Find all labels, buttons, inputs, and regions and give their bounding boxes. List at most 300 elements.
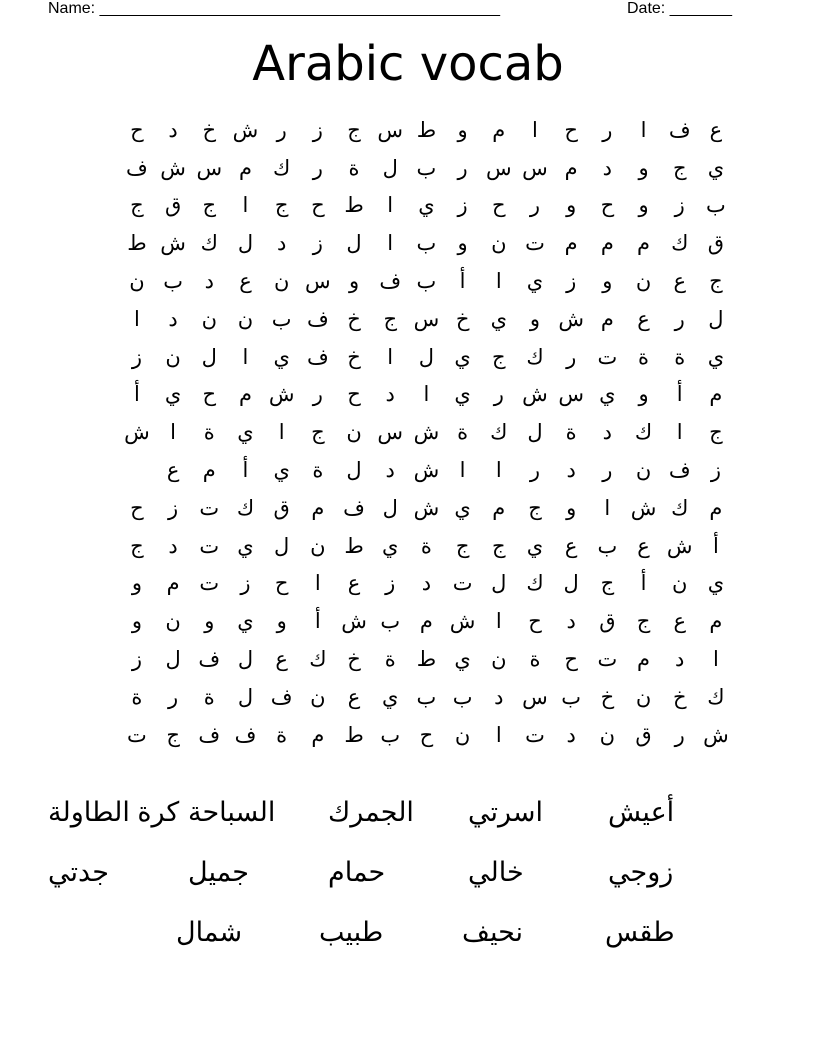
grid-letter: ن: [310, 534, 326, 558]
grid-letter: م: [166, 572, 180, 596]
grid-letter: ك: [634, 421, 653, 445]
grid-letter: ة: [420, 534, 432, 558]
grid-letter: ا: [459, 459, 466, 483]
grid-letter: ا: [242, 345, 249, 369]
grid-letter: ش: [558, 307, 584, 331]
grid-letter: ي: [273, 459, 290, 483]
grid-letter: ي: [707, 156, 725, 180]
grid-letter: ش: [160, 156, 186, 180]
grid-letter: ر: [602, 118, 613, 142]
grid-letter: س: [377, 421, 404, 445]
grid-letter: أ: [640, 572, 647, 596]
grid-letter: ي: [454, 345, 471, 369]
grid-letter: ن: [491, 232, 507, 256]
grid-letter: د: [385, 459, 395, 483]
grid-letter: د: [566, 459, 576, 483]
grid-letter: د: [276, 232, 287, 256]
grid-letter: ي: [382, 685, 399, 709]
grid-letter: ج: [636, 610, 651, 634]
grid-letter: ج: [492, 534, 506, 558]
grid-letter: ن: [346, 421, 362, 445]
grid-letter: خ: [455, 307, 470, 331]
word-bank-item: خالي: [468, 857, 524, 887]
grid-letter: ر: [529, 194, 541, 218]
grid-letter: ج: [274, 194, 289, 218]
grid-letter: ي: [273, 345, 290, 369]
grid-letter: د: [566, 723, 576, 747]
grid-letter: ع: [239, 270, 252, 294]
grid-letter: ي: [526, 534, 544, 558]
date-line: Date: _______: [627, 0, 732, 17]
grid-letter: ا: [387, 232, 394, 256]
grid-letter: ن: [273, 270, 290, 294]
grid-letter: ا: [387, 345, 394, 369]
grid-letter: ح: [311, 194, 325, 218]
grid-letter: س: [558, 383, 584, 407]
grid-letter: ن: [310, 685, 326, 709]
grid-letter: ح: [419, 723, 434, 747]
grid-letter: ر: [566, 345, 577, 369]
grid-letter: م: [419, 610, 433, 634]
grid-row: [82, 263, 734, 301]
grid-letter: ح: [528, 610, 542, 634]
grid-letter: ن: [672, 572, 688, 596]
grid-letter: ك: [671, 496, 689, 520]
grid-letter: م: [564, 232, 578, 256]
grid-letter: ف: [126, 156, 148, 180]
grid-letter: ا: [314, 572, 321, 596]
grid-letter: ق: [273, 496, 290, 520]
grid-letter: ا: [495, 459, 502, 483]
grid-letter: ح: [130, 118, 144, 142]
grid-letter: ك: [236, 496, 255, 520]
grid-letter: ي: [707, 345, 725, 369]
grid-letter: ع: [673, 270, 686, 294]
grid-letter: و: [566, 194, 577, 218]
grid-letter: ش: [522, 383, 548, 407]
grid-letter: س: [522, 156, 548, 180]
grid-letter: ت: [199, 496, 220, 520]
grid-letter: ل: [491, 572, 507, 596]
grid-letter: و: [638, 383, 649, 407]
grid-letter: و: [602, 270, 613, 294]
grid-letter: ج: [709, 421, 723, 445]
grid-letter: ك: [200, 232, 218, 256]
grid-letter: ش: [341, 610, 367, 634]
word-bank-row: [48, 842, 748, 902]
grid-letter: ج: [202, 194, 217, 218]
grid-letter: ا: [532, 118, 538, 142]
grid-letter: ق: [635, 723, 652, 747]
grid-letter: ة: [457, 421, 469, 445]
grid-letter: ز: [312, 232, 323, 256]
grid-letter: ب: [416, 685, 437, 709]
grid-letter: ي: [490, 307, 507, 331]
grid-letter: ح: [202, 383, 217, 407]
grid-letter: ج: [130, 194, 144, 218]
word-bank-item: زوجي: [608, 857, 674, 887]
grid-letter: ط: [127, 232, 147, 256]
grid-letter: ل: [382, 156, 398, 180]
grid-letter: د: [385, 383, 395, 407]
grid-letter: ب: [706, 194, 726, 218]
grid-letter: ل: [418, 345, 435, 369]
grid-letter: ش: [666, 534, 693, 558]
grid-letter: ا: [495, 610, 502, 634]
grid-letter: م: [709, 383, 723, 407]
grid-letter: ب: [561, 685, 582, 709]
grid-letter: أ: [314, 610, 321, 634]
grid-row: [82, 641, 734, 679]
grid-letter: ت: [597, 648, 618, 672]
grid-row: [82, 414, 734, 452]
grid-letter: ي: [526, 270, 544, 294]
grid-letter: م: [311, 496, 325, 520]
grid-letter: و: [348, 270, 360, 294]
grid-row: [82, 490, 734, 528]
grid-letter: م: [709, 496, 723, 520]
grid-letter: ش: [160, 232, 186, 256]
grid-letter: ح: [600, 194, 615, 218]
grid-letter: ز: [131, 345, 142, 369]
word-bank-item: كرة الطاولة: [48, 797, 180, 827]
grid-letter: أ: [242, 459, 249, 483]
grid-letter: ك: [309, 648, 327, 672]
grid-letter: ع: [637, 307, 650, 331]
grid-letter: ن: [165, 610, 181, 634]
grid-letter: ن: [201, 307, 217, 331]
grid-row: [82, 452, 734, 490]
grid-letter: ب: [416, 232, 437, 256]
grid-letter: ع: [564, 534, 578, 558]
grid-letter: ل: [563, 572, 579, 596]
grid-letter: ج: [347, 118, 361, 142]
grid-letter: ع: [347, 685, 361, 709]
grid-letter: ع: [637, 534, 650, 558]
grid-row: [82, 603, 734, 641]
grid-letter: ي: [707, 572, 725, 596]
word-search-grid: [82, 112, 734, 755]
grid-letter: ت: [525, 723, 545, 747]
grid-letter: ك: [526, 572, 544, 596]
grid-letter: ق: [599, 610, 616, 634]
grid-letter: ط: [416, 118, 437, 142]
grid-letter: س: [305, 270, 331, 294]
grid-letter: ر: [457, 156, 468, 180]
grid-letter: ن: [129, 270, 145, 294]
grid-letter: ب: [416, 156, 437, 180]
grid-letter: ة: [348, 156, 360, 180]
grid-letter: ش: [413, 459, 440, 483]
grid-letter: ف: [379, 270, 402, 294]
grid-letter: ت: [199, 534, 220, 558]
grid-letter: ة: [529, 648, 541, 672]
grid-letter: ك: [526, 345, 544, 369]
grid-letter: م: [202, 459, 216, 483]
grid-letter: ة: [203, 421, 215, 445]
grid-letter: م: [492, 118, 506, 142]
grid-letter: ش: [413, 421, 440, 445]
grid-letter: ع: [709, 118, 723, 142]
grid-letter: د: [168, 307, 178, 331]
grid-letter: س: [196, 156, 223, 180]
grid-letter: أ: [133, 383, 140, 407]
grid-letter: م: [709, 610, 723, 634]
grid-letter: ن: [237, 307, 254, 331]
grid-letter: ج: [528, 496, 542, 520]
grid-letter: د: [602, 156, 613, 180]
grid-letter: ف: [198, 648, 221, 672]
grid-row: [82, 377, 734, 415]
grid-letter: ة: [312, 459, 324, 483]
grid-letter: ل: [346, 232, 362, 256]
grid-letter: ن: [635, 685, 652, 709]
grid-letter: ي: [454, 648, 471, 672]
grid-letter: ب: [271, 307, 292, 331]
grid-letter: ز: [131, 648, 142, 672]
word-bank-item: الجمرك: [328, 797, 414, 827]
grid-letter: م: [637, 232, 651, 256]
grid-letter: ل: [708, 307, 724, 331]
grid-letter: ا: [604, 496, 611, 520]
grid-letter: ب: [380, 723, 401, 747]
grid-letter: ي: [454, 496, 471, 520]
grid-letter: ر: [312, 156, 323, 180]
grid-letter: ل: [274, 534, 290, 558]
grid-letter: ف: [668, 459, 691, 483]
grid-letter: ز: [240, 572, 251, 596]
grid-letter: ن: [491, 648, 507, 672]
grid-letter: ا: [676, 421, 683, 445]
word-bank-item: شمال: [176, 917, 243, 947]
grid-letter: ا: [495, 270, 502, 294]
grid-letter: م: [600, 232, 614, 256]
grid-letter: ج: [166, 723, 180, 747]
grid-letter: ش: [630, 496, 657, 520]
grid-letter: ب: [452, 685, 473, 709]
grid-letter: س: [485, 156, 512, 180]
grid-row: [82, 188, 734, 226]
grid-letter: ج: [492, 345, 506, 369]
grid-letter: ط: [344, 534, 364, 558]
grid-letter: د: [168, 118, 178, 142]
grid-letter: ش: [449, 610, 476, 634]
grid-letter: ش: [124, 421, 150, 445]
grid-letter: ا: [387, 194, 394, 218]
grid-letter: ف: [306, 307, 329, 331]
grid-letter: ح: [564, 118, 578, 142]
grid-letter: د: [421, 572, 432, 596]
grid-letter: أ: [459, 270, 466, 294]
grid-letter: ق: [707, 232, 725, 256]
grid-letter: ن: [635, 459, 652, 483]
grid-letter: ر: [674, 307, 685, 331]
grid-letter: ز: [312, 118, 323, 142]
grid-letter: م: [311, 723, 325, 747]
word-bank-item: أعيش: [608, 797, 675, 827]
grid-letter: ي: [599, 383, 616, 407]
grid-letter: ي: [164, 383, 182, 407]
grid-letter: ج: [455, 534, 470, 558]
grid-row: [82, 225, 734, 263]
word-bank-item: حمام: [328, 857, 386, 887]
grid-letter: ل: [237, 232, 254, 256]
word-bank-item: طقس: [605, 917, 675, 947]
grid-letter: ة: [638, 345, 650, 369]
grid-letter: و: [457, 232, 468, 256]
grid-letter: م: [564, 156, 578, 180]
grid-letter: ل: [165, 648, 181, 672]
grid-letter: ف: [668, 118, 691, 142]
grid-letter: و: [276, 610, 287, 634]
word-bank-item: جدتي: [48, 857, 109, 887]
grid-letter: ج: [130, 534, 144, 558]
word-bank-row: [48, 782, 748, 842]
grid-letter: ش: [268, 383, 295, 407]
grid-letter: و: [457, 118, 468, 142]
grid-letter: س: [413, 307, 440, 331]
grid-letter: ت: [127, 723, 147, 747]
grid-letter: ا: [640, 118, 647, 142]
grid-letter: م: [238, 383, 252, 407]
grid-letter: ش: [703, 723, 729, 747]
grid-letter: ط: [416, 648, 437, 672]
grid-letter: و: [566, 496, 577, 520]
grid-letter: و: [529, 307, 541, 331]
word-bank-item: السباحة: [188, 797, 276, 827]
grid-letter: ف: [306, 345, 329, 369]
grid-letter: ا: [170, 421, 177, 445]
grid-letter: ع: [275, 648, 288, 672]
grid-letter: و: [204, 610, 215, 634]
grid-letter: خ: [347, 648, 361, 672]
grid-letter: ل: [346, 459, 362, 483]
grid-letter: ي: [237, 610, 254, 634]
grid-letter: ت: [199, 572, 220, 596]
grid-letter: ز: [168, 496, 179, 520]
word-bank-item: جميل: [188, 857, 249, 887]
grid-letter: ا: [495, 723, 502, 747]
grid-letter: ط: [344, 723, 364, 747]
grid-letter: د: [204, 270, 214, 294]
grid-letter: ش: [232, 118, 259, 142]
page-title: Arabic vocab: [252, 36, 564, 92]
grid-letter: ز: [385, 572, 396, 596]
grid-letter: د: [566, 610, 576, 634]
grid-letter: ر: [674, 723, 685, 747]
grid-letter: ة: [203, 685, 215, 709]
grid-letter: د: [168, 534, 178, 558]
grid-letter: ق: [164, 194, 182, 218]
grid-letter: ز: [566, 270, 577, 294]
grid-letter: ز: [710, 459, 721, 483]
grid-letter: م: [600, 307, 614, 331]
grid-letter: ل: [382, 496, 398, 520]
grid-letter: ج: [311, 421, 325, 445]
grid-letter: ح: [564, 648, 578, 672]
grid-letter: ح: [130, 496, 144, 520]
grid-letter: خ: [672, 685, 687, 709]
word-bank-item: نحيف: [462, 917, 524, 947]
grid-letter: ر: [276, 118, 287, 142]
grid-letter: ف: [198, 723, 221, 747]
grid-letter: ن: [165, 345, 181, 369]
grid-letter: ك: [707, 685, 725, 709]
grid-letter: و: [131, 610, 142, 634]
grid-letter: ر: [529, 459, 541, 483]
grid-row: [82, 528, 734, 566]
grid-letter: ي: [382, 534, 399, 558]
grid-letter: ج: [383, 307, 397, 331]
grid-letter: د: [602, 421, 613, 445]
grid-letter: ك: [671, 232, 689, 256]
grid-letter: ح: [347, 383, 361, 407]
grid-row: [82, 150, 734, 188]
grid-letter: ر: [168, 685, 179, 709]
grid-letter: ف: [343, 496, 365, 520]
grid-letter: خ: [202, 118, 217, 142]
word-bank-item: طبيب: [319, 917, 384, 947]
grid-row: [82, 339, 734, 377]
grid-letter: ط: [344, 194, 364, 218]
grid-letter: ز: [457, 194, 468, 218]
grid-letter: أ: [712, 534, 719, 558]
grid-letter: ب: [380, 610, 401, 634]
grid-letter: ر: [312, 383, 323, 407]
grid-letter: ب: [416, 270, 437, 294]
grid-row: [82, 566, 734, 604]
grid-row: [82, 301, 734, 339]
grid-letter: ج: [600, 572, 615, 596]
grid-letter: ل: [201, 345, 217, 369]
grid-letter: ح: [492, 194, 506, 218]
grid-letter: ة: [565, 421, 577, 445]
grid-letter: ح: [274, 572, 289, 596]
grid-letter: ا: [423, 383, 430, 407]
word-bank-row: [48, 902, 748, 962]
grid-letter: ي: [237, 534, 254, 558]
grid-letter: ن: [635, 270, 652, 294]
grid-letter: ش: [413, 496, 440, 520]
grid-letter: ج: [672, 156, 687, 180]
grid-letter: ز: [674, 194, 685, 218]
grid-letter: ت: [597, 345, 618, 369]
grid-letter: أ: [676, 383, 683, 407]
grid-letter: ل: [237, 648, 254, 672]
grid-letter: د: [675, 648, 685, 672]
grid-letter: و: [131, 572, 142, 596]
grid-letter: ن: [454, 723, 471, 747]
grid-row: [82, 112, 734, 150]
grid-letter: و: [638, 156, 649, 180]
grid-row: [82, 679, 734, 717]
grid-letter: ف: [234, 723, 257, 747]
grid-letter: ل: [237, 685, 254, 709]
grid-letter: ي: [418, 194, 435, 218]
grid-letter: ك: [490, 421, 508, 445]
grid-letter: ة: [384, 648, 396, 672]
grid-letter: خ: [600, 685, 615, 709]
grid-letter: م: [637, 648, 651, 672]
grid-letter: ة: [674, 345, 686, 369]
grid-letter: ج: [709, 270, 723, 294]
grid-letter: ب: [163, 270, 183, 294]
grid-letter: ة: [131, 685, 143, 709]
grid-letter: ا: [133, 307, 140, 331]
word-bank-item: اسرتي: [468, 797, 544, 827]
grid-letter: ا: [712, 648, 719, 672]
grid-letter: س: [522, 685, 548, 709]
